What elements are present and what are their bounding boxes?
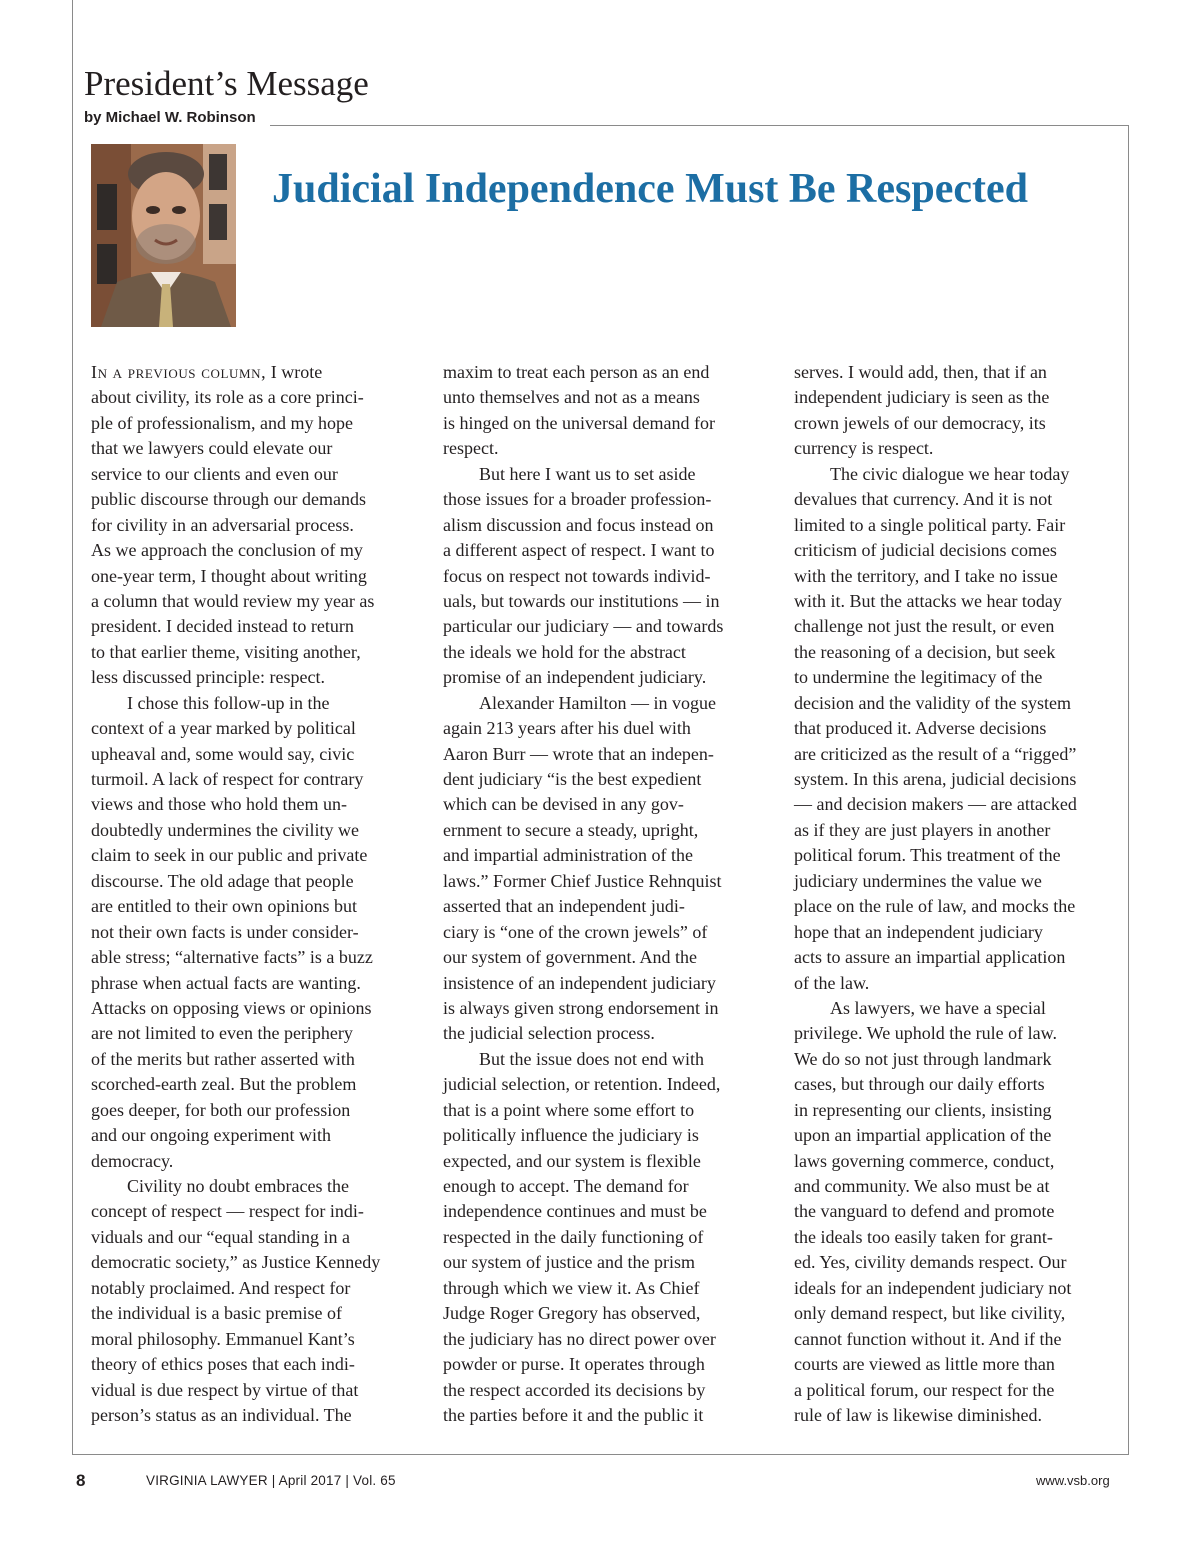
text-line: independent judiciary is seen as the xyxy=(794,387,1050,408)
text-line: challenge not just the result, or even xyxy=(794,616,1055,637)
text-line: are not limited to even the periphery xyxy=(91,1023,353,1044)
text-line: laws governing commerce, conduct, xyxy=(794,1150,1055,1171)
text-line: the ideals we hold for the abstract xyxy=(443,641,686,662)
text-line: acts to assure an impartial application xyxy=(794,947,1066,968)
text-line: ed. Yes, civility demands respect. Our xyxy=(794,1252,1067,1273)
text-line: able stress; “alternative facts” is a buzz xyxy=(91,947,373,968)
article-column-2 xyxy=(443,360,773,1428)
text-line: turmoil. A lack of respect for contrary xyxy=(91,769,364,789)
text-line: that produced it. Adverse decisions xyxy=(794,718,1047,739)
text-line: is always given strong endorsement in xyxy=(443,997,719,1018)
text-line: Judge Roger Gregory has observed, xyxy=(443,1303,701,1324)
text-line: which can be devised in any gov- xyxy=(443,794,684,815)
text-line: the ideals too easily taken for grant- xyxy=(794,1226,1053,1247)
text-line: We do so not just through landmark xyxy=(794,1048,1052,1069)
text-line: a political forum, our respect for the xyxy=(794,1379,1055,1400)
text-line: ernment to secure a steady, upright, xyxy=(443,819,699,840)
text-line: But here I want us to set aside xyxy=(479,463,696,484)
text-line: As we approach the conclusion of my xyxy=(91,540,363,561)
text-line: notably proclaimed. And respect for xyxy=(91,1277,351,1298)
text-line: public discourse through our demands xyxy=(91,489,366,510)
text-line: to undermine the legitimacy of the xyxy=(794,667,1043,688)
text-line: doubtedly undermines the civility we xyxy=(91,819,359,840)
text-line: context of a year marked by political xyxy=(91,718,356,739)
text-line: decision and the validity of the system xyxy=(794,692,1071,713)
text-line: In a previous column, I wrote xyxy=(91,362,323,382)
frame-left-rule xyxy=(72,0,73,1454)
text-line: views and those who hold them un- xyxy=(91,794,347,815)
text-line: serves. I would add, then, that if an xyxy=(794,362,1047,382)
text-line: a column that would review my year as xyxy=(91,590,375,611)
text-line: Attacks on opposing views or opinions xyxy=(91,997,372,1018)
text-line: hope that an independent judiciary xyxy=(794,921,1043,942)
text-line: criticism of judicial decisions comes xyxy=(794,540,1057,561)
byline: by Michael W. Robinson xyxy=(84,109,256,126)
text-line: as if they are just players in another xyxy=(794,819,1051,840)
text-line: judiciary undermines the value we xyxy=(794,870,1042,891)
text-line: independence continues and must be xyxy=(443,1201,707,1222)
text-line: that we lawyers could elevate our xyxy=(91,438,333,459)
page-number: 8 xyxy=(76,1471,86,1490)
text-line: theory of ethics poses that each indi- xyxy=(91,1354,355,1375)
text-line: devalues that currency. And it is not xyxy=(794,489,1053,510)
text-line: only demand respect, but like civility, xyxy=(794,1303,1066,1324)
text-line: promise of an independent judiciary. xyxy=(443,667,707,688)
text-line: and impartial administration of the xyxy=(443,845,693,866)
text-line: expected, and our system is flexible xyxy=(443,1150,701,1171)
text-line: unto themselves and not as a means xyxy=(443,387,700,408)
text-line: less discussed principle: respect. xyxy=(91,667,325,688)
text-line: But the issue does not end with xyxy=(479,1048,704,1069)
text-line: the vanguard to defend and promote xyxy=(794,1201,1055,1222)
text-line: enough to accept. The demand for xyxy=(443,1176,689,1196)
text-line: laws.” Former Chief Justice Rehnquist xyxy=(443,870,722,891)
text-line: through which we view it. As Chief xyxy=(443,1277,700,1298)
text-line: democracy. xyxy=(91,1150,174,1171)
text-line: cannot function without it. And if the xyxy=(794,1328,1062,1349)
text-line: claim to seek in our public and private xyxy=(91,845,368,866)
text-line: cases, but through our daily efforts xyxy=(794,1074,1045,1095)
text-line: that is a point where some effort to xyxy=(443,1099,695,1120)
text-line: As lawyers, we have a special xyxy=(830,997,1046,1018)
text-line: the parties before it and the public it xyxy=(443,1404,704,1425)
text-line: our system of government. And the xyxy=(443,947,697,968)
text-line: system. In this arena, judicial decisions xyxy=(794,769,1077,789)
text-line: ple of professionalism, and my hope xyxy=(91,412,353,433)
section-title: President’s Message xyxy=(84,64,369,103)
text-line: maxim to treat each person as an end xyxy=(443,362,710,382)
text-line: privilege. We uphold the rule of law. xyxy=(794,1023,1057,1044)
article-column-1 xyxy=(91,360,421,1428)
text-line: Alexander Hamilton — in vogue xyxy=(479,692,716,713)
lead-in: In a previous column, xyxy=(91,362,267,382)
text-line: upon an impartial application of the xyxy=(794,1125,1052,1146)
text-line: with the territory, and I take no issue xyxy=(794,565,1058,586)
text-line: president. I decided instead to return xyxy=(91,616,354,637)
text-line: are entitled to their own opinions but xyxy=(91,896,357,917)
text-line: respect. xyxy=(443,438,499,459)
text-line: upheaval and, some would say, civic xyxy=(91,743,355,764)
text-line: of the law. xyxy=(794,972,870,993)
text-line: scorched-earth zeal. But the problem xyxy=(91,1074,357,1095)
text-line: to that earlier theme, visiting another, xyxy=(91,641,361,662)
text-line: are criticized as the result of a “rigged” xyxy=(794,743,1077,764)
text-line: the reasoning of a decision, but seek xyxy=(794,641,1056,662)
text-line: politically influence the judiciary is xyxy=(443,1125,699,1146)
text-line: those issues for a broader profession- xyxy=(443,489,712,510)
text-line: asserted that an independent judi- xyxy=(443,896,685,917)
article-headline: Judicial Independence Must Be Respected xyxy=(272,166,1028,212)
text-line: powder or purse. It operates through xyxy=(443,1354,705,1375)
text-line: vidual is due respect by virtue of that xyxy=(91,1379,359,1400)
text-line: one-year term, I thought about writing xyxy=(91,565,367,586)
author-photo xyxy=(91,144,236,327)
publication-info: VIRGINIA LAWYER | April 2017 | Vol. 65 xyxy=(146,1473,396,1488)
text-line: moral philosophy. Emmanuel Kant’s xyxy=(91,1328,355,1349)
text-line: and our ongoing experiment with xyxy=(91,1125,331,1146)
text-line: alism discussion and focus instead on xyxy=(443,514,714,535)
text-line: with it. But the attacks we hear today xyxy=(794,590,1062,611)
text-line: for civility in an adversarial process. xyxy=(91,514,354,535)
text-line: person’s status as an individual. The xyxy=(91,1404,352,1425)
text-line: the individual is a basic premise of xyxy=(91,1303,342,1324)
text-line: the judiciary has no direct power over xyxy=(443,1328,716,1349)
text-line: uals, but towards our institutions — in xyxy=(443,590,720,611)
text-line: discourse. The old adage that people xyxy=(91,870,354,891)
text-line: insistence of an independent judiciary xyxy=(443,972,716,993)
text-line: viduals and our “equal standing in a xyxy=(91,1226,350,1247)
text-line: ciary is “one of the crown jewels” of xyxy=(443,921,708,942)
text-line: political forum. This treatment of the xyxy=(794,845,1061,866)
frame-bottom-rule xyxy=(72,1454,1129,1455)
text-line: place on the rule of law, and mocks the xyxy=(794,896,1076,917)
text-line: I chose this follow-up in the xyxy=(127,692,330,713)
frame-top-rule xyxy=(270,125,1129,126)
text-line: Civility no doubt embraces the xyxy=(127,1176,349,1196)
text-line: — and decision makers — are attacked xyxy=(794,794,1077,815)
text-line: courts are viewed as little more than xyxy=(794,1354,1055,1375)
article-column-3 xyxy=(794,360,1124,1428)
text-line: crown jewels of our democracy, its xyxy=(794,412,1046,433)
text-line: the respect accorded its decisions by xyxy=(443,1379,706,1400)
text-line: concept of respect — respect for indi- xyxy=(91,1201,364,1222)
text-line: particular our judiciary — and towards xyxy=(443,616,724,637)
text-line: in representing our clients, insisting xyxy=(794,1099,1052,1120)
text-line: again 213 years after his duel with xyxy=(443,718,691,739)
text-line: a different aspect of respect. I want to xyxy=(443,540,715,561)
text-line: our system of justice and the prism xyxy=(443,1252,695,1273)
text-line: goes deeper, for both our profession xyxy=(91,1099,351,1120)
text-line: not their own facts is under consider- xyxy=(91,921,359,942)
text-line: dent judiciary “is the best expedient xyxy=(443,769,702,789)
text-line: limited to a single political party. Fair xyxy=(794,514,1066,535)
text-line: rule of law is likewise diminished. xyxy=(794,1404,1042,1425)
text-line: is hinged on the universal demand for xyxy=(443,412,715,433)
text-line: about civility, its role as a core princi- xyxy=(91,387,364,408)
text-line: currency is respect. xyxy=(794,438,934,459)
text-line: judicial selection, or retention. Indeed, xyxy=(443,1074,721,1095)
website-link[interactable]: www.vsb.org xyxy=(1036,1473,1110,1488)
text-line: service to our clients and even our xyxy=(91,463,338,484)
text-line: phrase when actual facts are wanting. xyxy=(91,972,361,993)
text-line: of the merits but rather asserted with xyxy=(91,1048,355,1069)
text-line: respected in the daily functioning of xyxy=(443,1226,704,1247)
frame-right-rule xyxy=(1128,125,1129,1455)
text-line: the judicial selection process. xyxy=(443,1023,655,1044)
text-line: The civic dialogue we hear today xyxy=(830,463,1070,484)
text-line: focus on respect not towards individ- xyxy=(443,565,711,586)
text-line: Aaron Burr — wrote that an indepen- xyxy=(443,743,714,764)
text-line: democratic society,” as Justice Kennedy xyxy=(91,1252,381,1273)
text-line: and community. We also must be at xyxy=(794,1176,1050,1196)
text-line: ideals for an independent judiciary not xyxy=(794,1277,1072,1298)
